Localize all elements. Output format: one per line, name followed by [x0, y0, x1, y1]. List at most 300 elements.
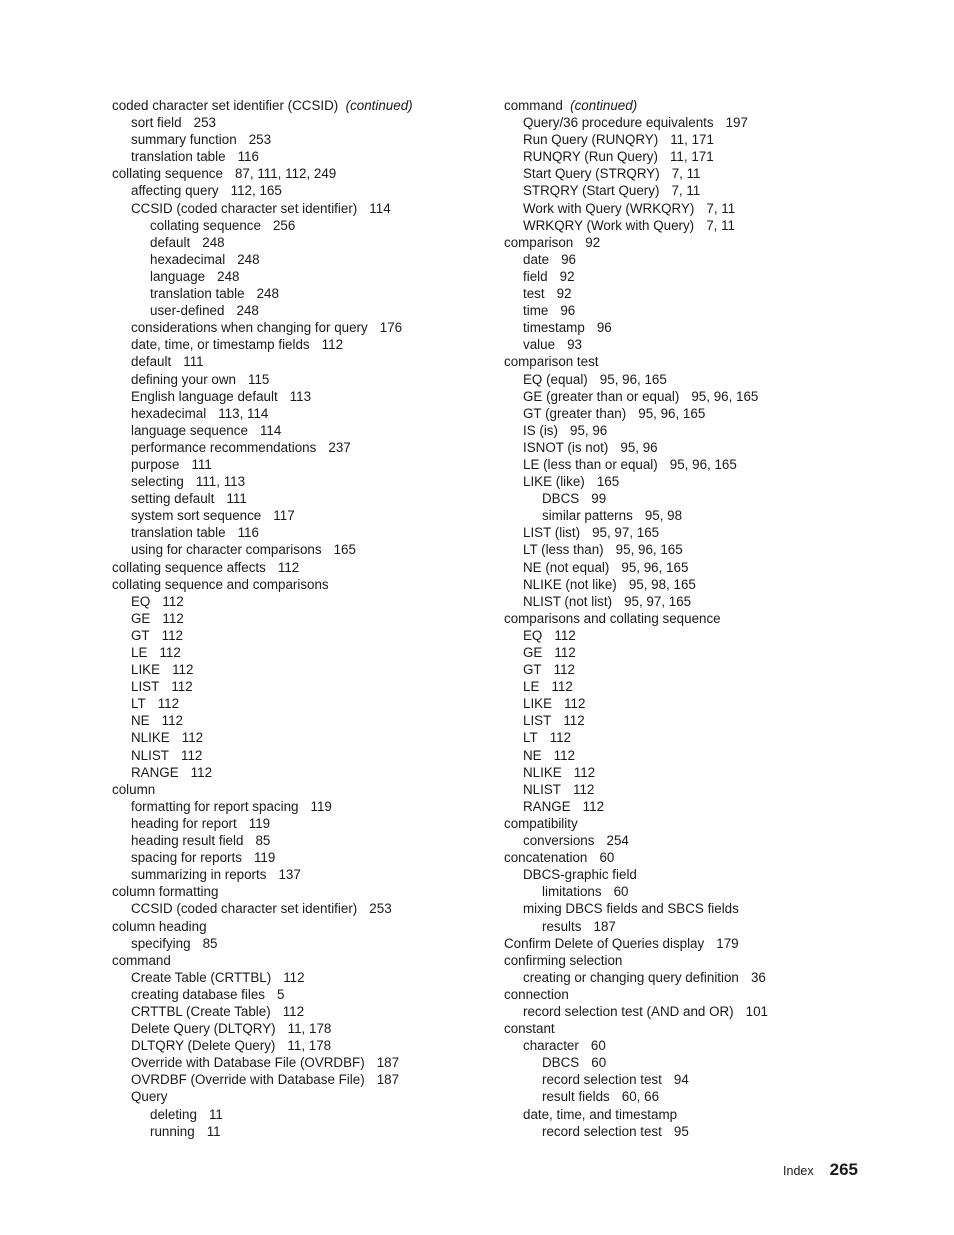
- index-term: NLIKE (not like): [523, 576, 617, 592]
- index-term: Start Query (STRQRY): [523, 166, 660, 182]
- index-entry: [504, 815, 924, 832]
- page-references: 112: [162, 593, 184, 609]
- index-entry: [112, 900, 492, 917]
- page-references: 112: [190, 764, 213, 780]
- page-references: 95, 97, 165: [624, 593, 692, 609]
- page-references: 116: [237, 149, 259, 165]
- index-term: heading result field: [131, 833, 244, 849]
- page-references: 95, 96, 165: [621, 559, 689, 575]
- index-term: DBCS: [542, 491, 580, 507]
- index-term: user-defined: [150, 303, 225, 319]
- page-references: 112: [553, 662, 576, 678]
- page-references: 11, 171: [670, 132, 714, 148]
- index-entry: [504, 97, 924, 114]
- index-entry: [112, 268, 492, 285]
- index-term: translation table: [131, 525, 226, 541]
- page-references: 112: [573, 781, 595, 797]
- index-term: creating or changing query definition: [523, 969, 739, 985]
- index-entry: [504, 336, 924, 353]
- index-term: EQ: [131, 593, 151, 609]
- index-entry: [504, 319, 924, 336]
- page-references: 112: [282, 1003, 305, 1019]
- index-entry: [504, 456, 924, 473]
- index-entry: [504, 969, 924, 986]
- index-entry: [112, 918, 492, 935]
- index-entry: [112, 952, 492, 969]
- page-references: 93: [567, 337, 582, 353]
- index-column-right: [504, 97, 924, 1140]
- page-references: 187: [376, 1055, 400, 1071]
- index-term: GT: [131, 627, 150, 643]
- page-references: 36: [750, 969, 766, 985]
- index-entry: [504, 764, 924, 781]
- page-references: 112: [181, 747, 203, 763]
- page-references: 165: [596, 474, 620, 490]
- index-term: creating database files: [131, 986, 265, 1002]
- index-term: similar patterns: [542, 508, 633, 524]
- index-term: system sort sequence: [131, 508, 262, 524]
- index-term: value: [523, 337, 556, 353]
- index-entry: [112, 439, 492, 456]
- page-references: 95, 96: [620, 439, 658, 455]
- page-references: 95, 96, 165: [615, 542, 683, 558]
- index-term: date, time, or timestamp fields: [131, 337, 310, 353]
- index-term: WRKQRY (Work with Query): [523, 217, 695, 233]
- page-references: 111: [191, 456, 212, 472]
- index-entry: [504, 251, 924, 268]
- page-references: 95, 96: [570, 422, 608, 438]
- page-references: 60, 66: [621, 1089, 660, 1105]
- index-term: comparison: [504, 234, 574, 250]
- page-references: 112: [162, 610, 184, 626]
- index-term: Override with Database File (OVRDBF): [131, 1055, 365, 1071]
- index-entry: [504, 422, 924, 439]
- index-term: DBCS: [542, 1055, 580, 1071]
- page-references: 112: [277, 559, 300, 575]
- index-entry: [504, 832, 924, 849]
- index-term: DLTQRY (Delete Query): [131, 1038, 276, 1054]
- index-entry: [112, 319, 492, 336]
- index-entry: [504, 507, 924, 524]
- index-entry: [112, 644, 492, 661]
- index-term: LIKE: [523, 696, 553, 712]
- index-entry: [504, 1123, 924, 1140]
- page-references: 112: [172, 662, 194, 678]
- page-references: 248: [237, 251, 260, 267]
- index-entry: [112, 200, 492, 217]
- index-term: LT: [131, 696, 146, 712]
- page-references: 60: [613, 884, 629, 900]
- index-entry: [112, 986, 492, 1003]
- page-references: 11, 178: [287, 1021, 332, 1037]
- index-term: LIST: [131, 679, 160, 695]
- page-references: 101: [745, 1003, 768, 1019]
- page-references: 248: [217, 268, 240, 284]
- page-references: 112, 165: [230, 183, 282, 199]
- index-entry: [112, 422, 492, 439]
- index-entry: [504, 986, 924, 1003]
- page-references: 114: [369, 200, 391, 216]
- index-entry: [504, 114, 924, 131]
- page-references: 165: [333, 542, 356, 558]
- index-entry: [112, 371, 492, 388]
- footer-label: Index: [783, 1164, 814, 1178]
- index-term: Run Query (RUNQRY): [523, 132, 659, 148]
- index-term: command: [504, 98, 563, 113]
- page-number: 265: [829, 1160, 858, 1179]
- page-references: 11, 178: [287, 1038, 332, 1054]
- index-entry: [112, 251, 492, 268]
- index-entry: [112, 627, 492, 644]
- index-term: GE: [523, 645, 543, 660]
- index-entry: [112, 815, 492, 832]
- index-entry: [112, 148, 492, 165]
- page-references: 11, 171: [669, 149, 714, 165]
- index-entry: [504, 268, 924, 285]
- index-term: Create Table (CRTTBL): [131, 969, 272, 985]
- index-entry: [112, 781, 492, 798]
- index-term: English language default: [131, 388, 278, 404]
- index-entry: [504, 678, 924, 695]
- index-entry: [112, 1106, 492, 1123]
- index-entry: [504, 798, 924, 815]
- index-term: specifying: [131, 935, 191, 951]
- page-references: 112: [554, 645, 576, 660]
- index-entry: [504, 1106, 924, 1123]
- index-term: LT: [523, 730, 538, 746]
- page-references: 96: [560, 303, 576, 319]
- index-entry: [112, 165, 492, 182]
- index-entry: [504, 849, 924, 866]
- index-entry: [112, 678, 492, 695]
- page-references: 95, 98: [644, 508, 683, 524]
- index-term: NE (not equal): [523, 559, 610, 575]
- index-entry: [504, 1071, 924, 1088]
- page-references: 187: [593, 918, 616, 934]
- index-entry: [112, 695, 492, 712]
- index-entry: [504, 712, 924, 729]
- index-entry: [112, 285, 492, 302]
- index-entry: [504, 576, 924, 593]
- index-term: hexadecimal: [150, 251, 226, 267]
- index-term: GT: [523, 662, 542, 678]
- index-term: translation table: [150, 286, 245, 302]
- index-term: collating sequence: [150, 217, 261, 233]
- index-entry: [504, 285, 924, 302]
- page-references: 11: [208, 1106, 223, 1122]
- index-entry: [112, 1020, 492, 1037]
- index-entry: [112, 1123, 492, 1140]
- index-term: collating sequence and comparisons: [112, 576, 329, 592]
- index-entry: [504, 747, 924, 764]
- index-term: concatenation: [504, 850, 588, 866]
- index-term: Query: [131, 1089, 168, 1105]
- page-references: 114: [259, 422, 282, 438]
- index-entry: [112, 388, 492, 405]
- index-entry: [504, 883, 924, 900]
- page-references: 95, 96, 165: [669, 456, 737, 472]
- page-references: 197: [725, 115, 748, 131]
- page-references: 85: [255, 833, 271, 849]
- index-term: spacing for reports: [131, 850, 242, 866]
- index-entry: [504, 644, 924, 661]
- index-term: GT (greater than): [523, 405, 627, 421]
- index-entry: [504, 593, 924, 610]
- index-term: Delete Query (DLTQRY): [131, 1021, 276, 1037]
- page-references: 248: [236, 303, 259, 319]
- index-term: Query/36 procedure equivalents: [523, 115, 714, 131]
- index-entry: [112, 1003, 492, 1020]
- page-references: 96: [596, 320, 612, 336]
- page-references: 95, 97, 165: [592, 525, 660, 541]
- page-references: 248: [256, 286, 279, 302]
- index-entry: [504, 900, 924, 917]
- index-term: LE (less than or equal): [523, 456, 658, 472]
- index-term: IS (is): [523, 422, 558, 438]
- index-term: LIST: [523, 713, 552, 729]
- page-references: 119: [310, 798, 332, 814]
- index-term: ISNOT (is not): [523, 439, 609, 455]
- page-footer: [783, 1160, 858, 1180]
- index-entry: [504, 473, 924, 490]
- index-entry: [112, 832, 492, 849]
- page-references: 87, 111, 112, 249: [234, 166, 337, 182]
- index-term: summarizing in reports: [131, 867, 267, 883]
- index-term: character: [523, 1038, 579, 1054]
- index-term: performance recommendations: [131, 439, 317, 455]
- index-term: field: [523, 268, 548, 284]
- page-references: 254: [606, 833, 629, 849]
- index-entry: [504, 866, 924, 883]
- index-term: conversions: [523, 833, 595, 849]
- index-entry: [112, 969, 492, 986]
- index-term: sort field: [131, 115, 182, 131]
- index-term: CCSID (coded character set identifier): [131, 200, 358, 216]
- page-references: 85: [202, 935, 218, 951]
- index-entry: [504, 388, 924, 405]
- page-references: 112: [582, 798, 605, 814]
- index-term: setting default: [131, 491, 215, 507]
- index-term: coded character set identifier (CCSID): [112, 98, 339, 113]
- index-term: NLIST: [131, 747, 169, 763]
- page-references: 119: [248, 815, 271, 831]
- index-entry: [504, 234, 924, 251]
- index-term: considerations when changing for query: [131, 320, 368, 336]
- index-term: test: [523, 286, 545, 302]
- page-references: 117: [273, 508, 295, 524]
- index-entry: [112, 131, 492, 148]
- page-references: 112: [171, 679, 193, 695]
- page-references: 111, 113: [195, 474, 246, 490]
- index-entry: [504, 781, 924, 798]
- page-references: 7, 11: [671, 166, 701, 182]
- continued-label: (continued): [570, 98, 638, 113]
- index-entry: [504, 302, 924, 319]
- index-entry: [504, 1037, 924, 1054]
- index-term: heading for report: [131, 815, 237, 831]
- index-entry: [112, 1088, 492, 1105]
- index-term: record selection test (AND and OR): [523, 1003, 734, 1019]
- page-references: 112: [551, 679, 573, 695]
- index-term: LE: [523, 679, 540, 695]
- page-references: 112: [181, 730, 204, 746]
- index-entry: [504, 541, 924, 558]
- index-entry: [112, 456, 492, 473]
- page-references: 60: [591, 1055, 607, 1071]
- index-term: comparisons and collating sequence: [504, 610, 721, 626]
- index-entry: [112, 524, 492, 541]
- page-references: 253: [248, 132, 272, 148]
- index-term: GE (greater than or equal): [523, 388, 680, 404]
- page-references: 248: [202, 234, 225, 250]
- page-references: 7, 11: [706, 217, 735, 233]
- page-references: 112: [549, 730, 572, 746]
- index-entry: [112, 114, 492, 131]
- index-term: record selection test: [542, 1072, 662, 1088]
- index-term: NLIST: [523, 781, 561, 797]
- index-entry: [504, 1003, 924, 1020]
- index-entry: [112, 661, 492, 678]
- index-term: date, time, and timestamp: [523, 1106, 678, 1122]
- index-term: DBCS-graphic field: [523, 867, 637, 883]
- page-references: 96: [561, 251, 577, 267]
- index-entry: [504, 661, 924, 678]
- page-references: 60: [599, 850, 615, 866]
- page-references: 253: [369, 901, 392, 917]
- index-entry: [112, 353, 492, 370]
- page-references: 112: [573, 764, 596, 780]
- index-entry: [112, 559, 492, 576]
- page-references: 256: [272, 217, 296, 233]
- index-entry: [112, 883, 492, 900]
- page-references: 112: [553, 747, 576, 763]
- page-references: 112: [283, 969, 305, 985]
- index-entry: [504, 1054, 924, 1071]
- page-references: 113: [289, 388, 312, 404]
- index-term: mixing DBCS fields and SBCS fields: [523, 901, 739, 917]
- index-entry: [504, 371, 924, 388]
- index-term: column heading: [112, 918, 207, 934]
- index-entry: [504, 217, 924, 234]
- index-term: STRQRY (Start Query): [523, 183, 660, 199]
- index-term: record selection test: [542, 1123, 662, 1139]
- index-term: time: [523, 303, 549, 319]
- index-entry: [504, 439, 924, 456]
- index-entry: [112, 1037, 492, 1054]
- index-entry: [504, 131, 924, 148]
- index-term: NLIKE: [131, 730, 170, 746]
- index-entry: [504, 1020, 924, 1037]
- index-entry: [112, 866, 492, 883]
- page-references: 99: [591, 491, 607, 507]
- page-references: 111: [183, 354, 204, 370]
- page-references: 95, 96, 165: [638, 405, 706, 421]
- page-references: 112: [159, 645, 181, 660]
- index-term: selecting: [131, 474, 184, 490]
- page-references: 137: [278, 867, 301, 883]
- page-references: 94: [673, 1072, 689, 1088]
- index-entry: [112, 473, 492, 490]
- index-entry: [112, 849, 492, 866]
- index-term: Confirm Delete of Queries display: [504, 935, 705, 951]
- index-column-left: [112, 97, 492, 1140]
- page-references: 119: [253, 850, 276, 866]
- continued-label: (continued): [345, 98, 413, 113]
- index-term: hexadecimal: [131, 405, 207, 421]
- index-term: NE: [523, 747, 542, 763]
- index-entry: [504, 490, 924, 507]
- page-references: 237: [328, 439, 351, 455]
- index-term: language sequence: [131, 422, 248, 438]
- page-references: 95, 96, 165: [599, 371, 667, 387]
- index-entry: [504, 918, 924, 935]
- index-entry: [504, 200, 924, 217]
- page-references: 253: [193, 115, 216, 131]
- index-entry: [504, 952, 924, 969]
- index-entry: [112, 610, 492, 627]
- index-entry: [504, 627, 924, 644]
- index-term: EQ: [523, 627, 543, 643]
- index-entry: [112, 97, 492, 114]
- index-entry: [112, 593, 492, 610]
- index-term: default: [150, 234, 191, 250]
- index-term: LIKE (like): [523, 474, 585, 490]
- index-entry: [112, 747, 492, 764]
- index-term: collating sequence affects: [112, 559, 266, 575]
- page-references: 116: [237, 525, 259, 541]
- index-term: result fields: [542, 1089, 610, 1105]
- index-term: using for character comparisons: [131, 542, 322, 558]
- page-references: 112: [321, 337, 344, 353]
- index-term: NE: [131, 713, 150, 729]
- page-references: 115: [248, 371, 270, 387]
- page-references: 95, 96, 165: [691, 388, 759, 404]
- page-references: 112: [564, 696, 586, 712]
- index-term: affecting query: [131, 183, 219, 199]
- index-term: Work with Query (WRKQRY): [523, 200, 695, 216]
- index-term: command: [112, 952, 171, 968]
- index-term: CRTTBL (Create Table): [131, 1003, 271, 1019]
- index-entry: [504, 405, 924, 422]
- index-term: formatting for report spacing: [131, 798, 299, 814]
- page-references: 112: [554, 627, 576, 643]
- index-term: EQ (equal): [523, 371, 588, 387]
- index-entry: [112, 935, 492, 952]
- page-references: 11: [206, 1123, 221, 1139]
- index-entry: [504, 610, 924, 627]
- index-entry: [504, 729, 924, 746]
- index-term: RANGE: [131, 764, 179, 780]
- index-term: results: [542, 918, 582, 934]
- index-term: summary function: [131, 132, 237, 148]
- index-entry: [112, 405, 492, 422]
- index-entry: [504, 182, 924, 199]
- index-entry: [112, 490, 492, 507]
- index-entry: [112, 217, 492, 234]
- index-term: purpose: [131, 456, 180, 472]
- index-term: LIKE: [131, 662, 161, 678]
- index-entry: [112, 182, 492, 199]
- index-term: OVRDBF (Override with Database File): [131, 1072, 365, 1088]
- index-term: running: [150, 1123, 195, 1139]
- index-entry: [112, 764, 492, 781]
- index-term: date: [523, 251, 550, 267]
- index-entry: [112, 712, 492, 729]
- index-entry: [504, 695, 924, 712]
- index-entry: [112, 1054, 492, 1071]
- index-term: default: [131, 354, 172, 370]
- page-references: 111: [226, 491, 247, 507]
